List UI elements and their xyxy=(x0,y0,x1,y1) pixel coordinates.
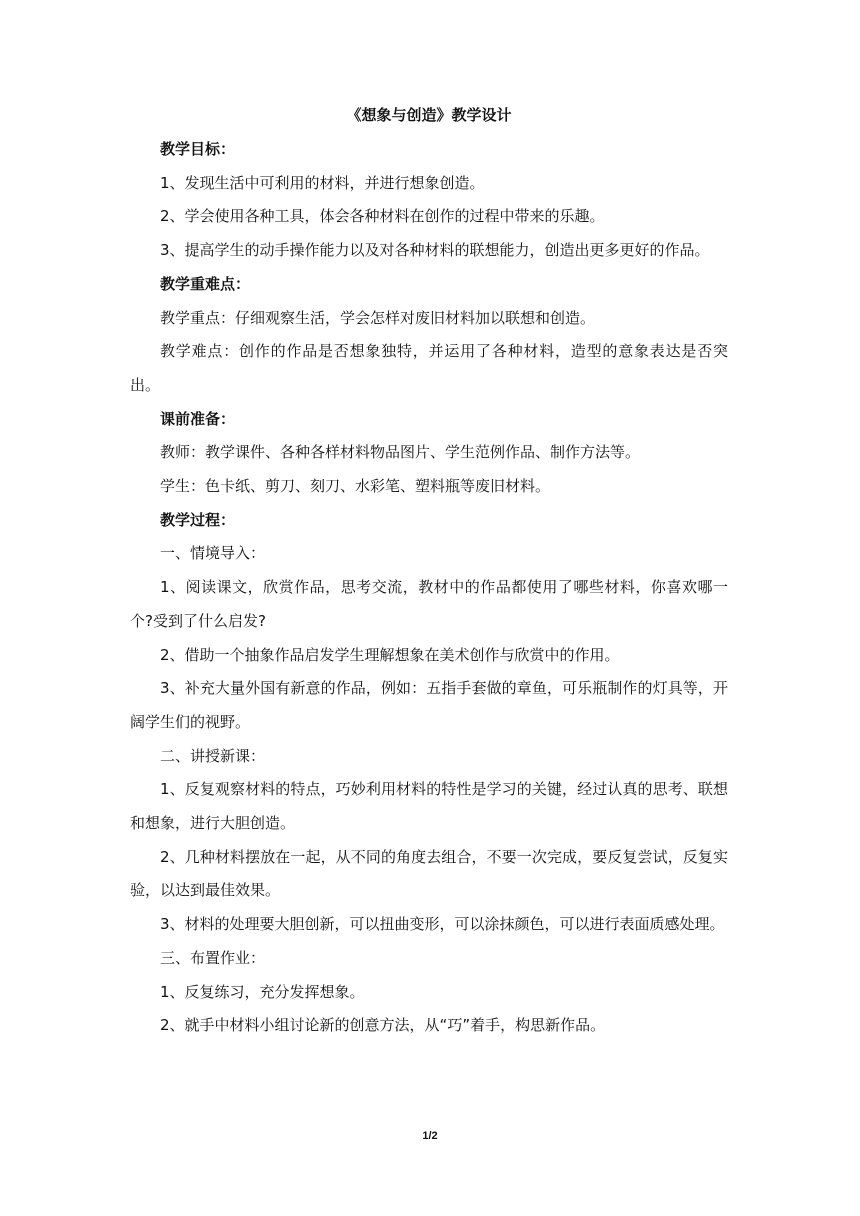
paragraph: 2、借助一个抽象作品启发学生理解想象在美术创作与欣赏中的作用。 xyxy=(160,645,620,664)
paragraph: 1、反复练习，充分发挥想象。 xyxy=(160,982,365,1001)
section-heading: 教学目标： xyxy=(160,140,236,158)
paragraph: 一、情境导入： xyxy=(160,544,266,563)
paragraph: 1、阅读课文，欣赏作品，思考交流，教材中的作品都使用了哪些材料，你喜欢哪一个?受到了什么启发? xyxy=(130,578,728,630)
paragraph: 3、补充大量外国有新意的作品，例如：五指手套做的章鱼，可乐瓶制作的灯具等，开阔学生们的视野。 xyxy=(130,679,728,731)
section-heading: 教学过程： xyxy=(160,510,236,529)
section-heading: 课前准备： xyxy=(160,409,236,428)
document-title: 《想象与创造》教学设计 xyxy=(346,106,512,124)
paragraph: 教学难点：创作的作品是否想象独特，并运用了各种材料，造型的意象表达是否突出。 xyxy=(130,342,728,394)
paragraph-list xyxy=(130,133,728,1043)
paragraph: 教师：教学课件、各种各样材料物品图片、学生范例作品、制作方法等。 xyxy=(160,443,641,462)
paragraph: 2、就手中材料小组讨论新的创意方法，从“巧”着手，构思新作品。 xyxy=(160,1016,606,1035)
paragraph: 三、布置作业： xyxy=(160,948,266,967)
section-heading: 教学重难点： xyxy=(160,274,251,293)
paragraph: 教学重点：仔细观察生活，学会怎样对废旧材料加以联想和创造。 xyxy=(160,308,596,327)
paragraph: 1、反复观察材料的特点，巧妙利用材料的特性是学习的关键，经过认真的思考、联想和想象，进行大胆创造。 xyxy=(130,780,728,833)
paragraph: 2、学会使用各种工具，体会各种材料在创作的过程中带来的乐趣。 xyxy=(160,207,605,226)
page-number: 1/2 xyxy=(422,1130,438,1142)
paragraph: 学生：色卡纸、剪刀、刻刀、水彩笔、塑料瓶等废旧材料。 xyxy=(160,477,551,496)
paragraph: 2、几种材料摆放在一起，从不同的角度去组合，不要一次完成，要反复尝试，反复实验，以达到最佳效果。 xyxy=(130,847,728,900)
paragraph: 1、发现生活中可利用的材料，并进行想象创造。 xyxy=(160,173,485,192)
document-body xyxy=(130,97,728,1043)
paragraph: 二、讲授新课： xyxy=(160,746,266,765)
paragraph: 3、材料的处理要大胆创新，可以扭曲变形，可以涂抹颜色，可以进行表面质感处理。 xyxy=(160,915,725,934)
paragraph: 3、提高学生的动手操作能力以及对各种材料的联想能力，创造出更多更好的作品。 xyxy=(160,241,710,260)
